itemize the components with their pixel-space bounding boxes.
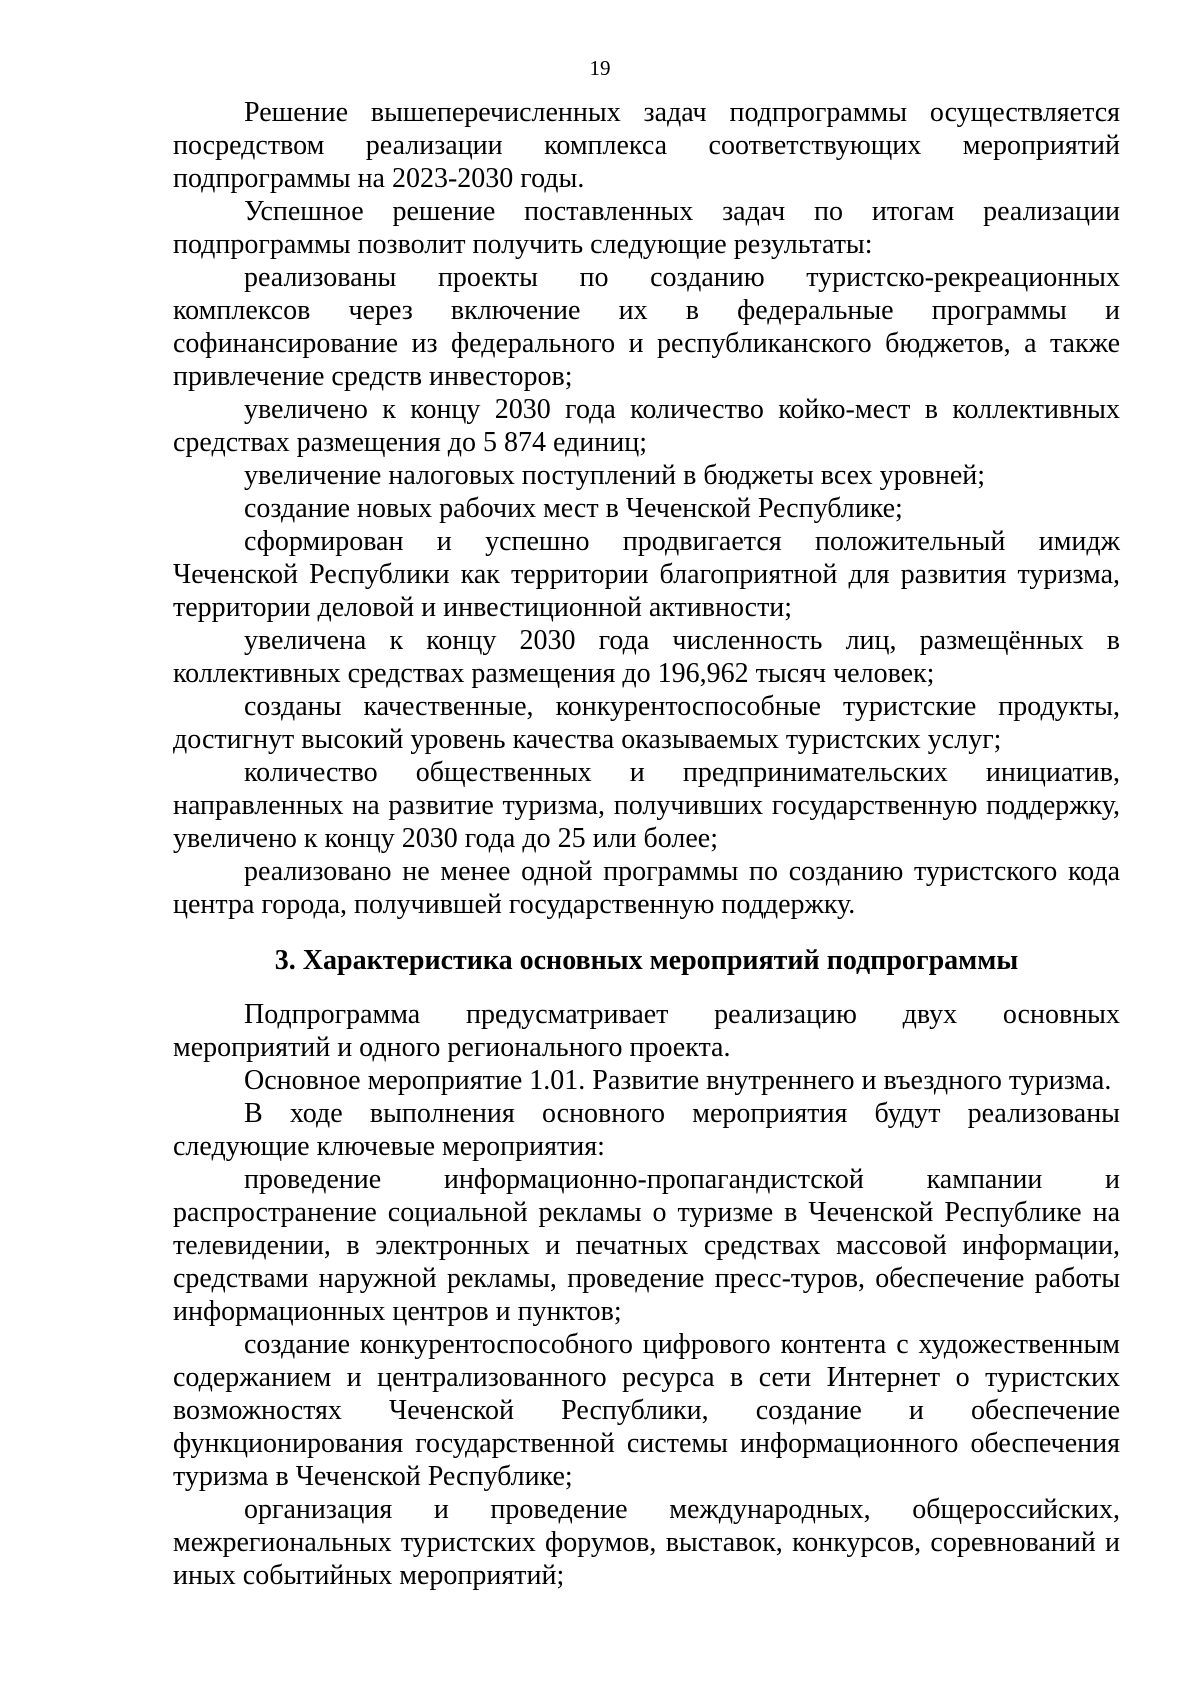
paragraph: организация и проведение международных, общероссийских, межрегиональных туристских форумов, выставок, конкурсов, соревнований и иных событийных мероприятий; [173, 1494, 1120, 1591]
paragraph: создание новых рабочих мест в Чеченской Республике; [244, 493, 903, 524]
paragraph: увеличено к концу 2030 года количество койко-мест в коллективных средствах размещения до 5 874 единиц; [173, 394, 1120, 458]
paragraph: В ходе выполнения основного мероприятия будут реализованы следующие ключевые мероприятия: [173, 1098, 1120, 1162]
paragraph: Решение вышеперечисленных задач подпрограммы осуществляется посредством реализации комплекса соответствующих мероприятий подпрограммы на 2023-2030 годы. [173, 97, 1120, 194]
paragraph: количество общественных и предпринимательских инициатив, направленных на развитие туризма, получивших государственную поддержку, увеличено к концу 2030 года до 25 или более; [173, 757, 1120, 854]
paragraph: реализованы проекты по созданию туристско-рекреационных комплексов через включение их в федеральные программы и софинансирование из федерального и республиканского бюджетов, а также привлечение средств инвесторов; [173, 262, 1120, 392]
document-body [173, 96, 1120, 1592]
paragraph: реализовано не менее одной программы по созданию туристского кода центра города, получившей государственную поддержку. [173, 856, 1120, 920]
section-heading: 3. Характеристика основных мероприятий подпрограммы [274, 945, 1019, 976]
paragraph: создание конкурентоспособного цифрового контента с художественным содержанием и централизованного ресурса в сети Интернет о туристских возможностях Чеченской Республики, создание и обеспечение функционирования государственной системы информационного обеспечения туризма в Чеченской Республике; [173, 1329, 1120, 1492]
paragraph: увеличение налоговых поступлений в бюджеты всех уровней; [244, 460, 986, 491]
paragraph: созданы качественные, конкурентоспособные туристские продукты, достигнут высокий уровень качества оказываемых туристских услуг; [173, 691, 1120, 755]
paragraph: Подпрограмма предусматривает реализацию двух основных мероприятий и одного регионального проекта. [173, 999, 1120, 1063]
paragraph: увеличена к концу 2030 года численность лиц, размещённых в коллективных средствах размещения до 196,962 тысяч человек; [173, 625, 1120, 689]
paragraph: Основное мероприятие 1.01. Развитие внутреннего и въездного туризма. [244, 1065, 1112, 1096]
paragraph: проведение информационно-пропагандистской кампании и распространение социальной рекламы о туризме в Чеченской Республике на телевидении, в электронных и печатных средствах массовой информации, средствами наружной рекламы, проведение пресс-туров, обеспечение работы информационных центров и пунктов; [173, 1164, 1120, 1327]
paragraph: Успешное решение поставленных задач по итогам реализации подпрограммы позволит получить следующие результаты: [173, 196, 1120, 260]
paragraph: сформирован и успешно продвигается положительный имидж Чеченской Республики как территории благоприятной для развития туризма, территории деловой и инвестиционной активности; [173, 526, 1120, 623]
page-number: 19 [589, 56, 611, 80]
